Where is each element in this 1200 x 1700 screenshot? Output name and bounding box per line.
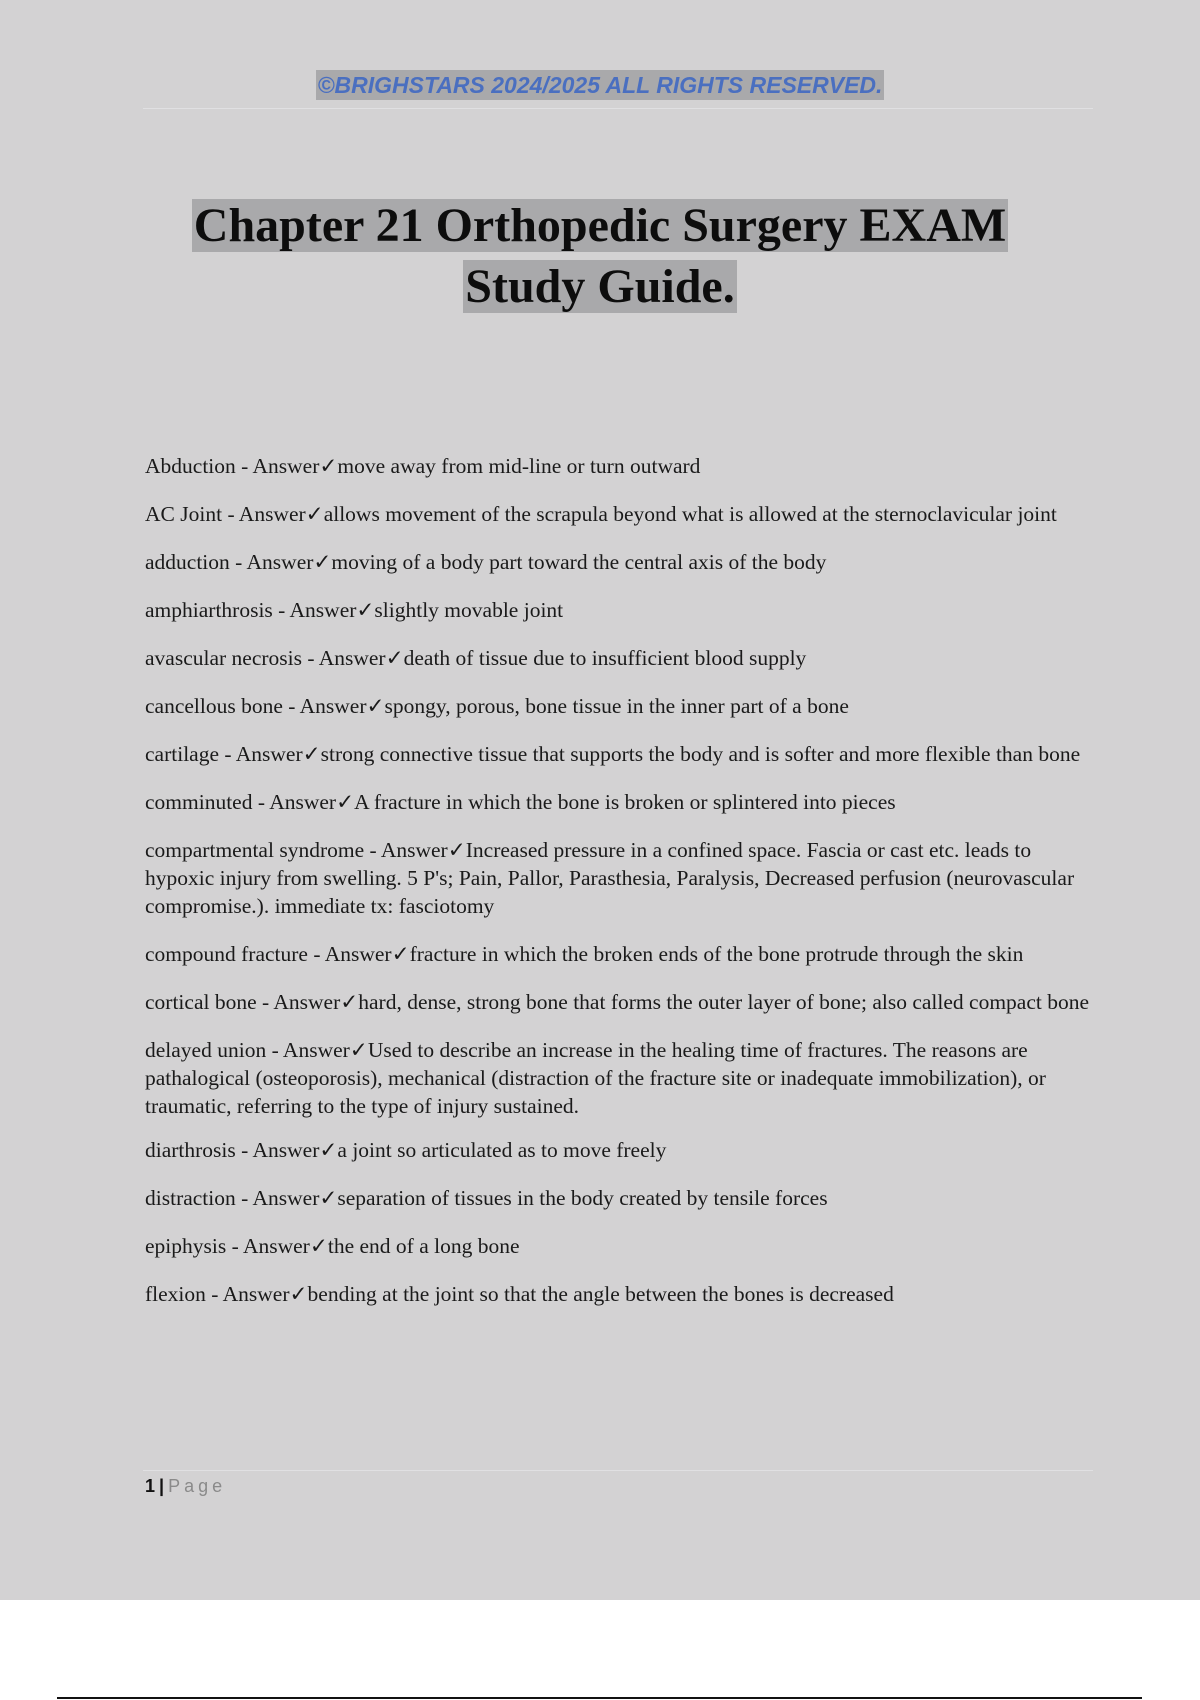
- glossary-entry: [145, 988, 1095, 1016]
- glossary-entry: [145, 788, 1095, 816]
- answer-separator: - Answer✓: [222, 502, 324, 526]
- page-header: [0, 70, 1200, 100]
- answer-separator: - Answer✓: [229, 550, 332, 574]
- entry-term: avascular necrosis: [145, 646, 302, 670]
- answer-separator: - Answer✓: [205, 1282, 308, 1306]
- footer-divider-bar: |: [159, 1476, 165, 1496]
- header-divider: [143, 108, 1093, 109]
- answer-separator: - Answer✓: [252, 790, 355, 814]
- answer-separator: - Answer✓: [226, 1234, 328, 1258]
- glossary-entry: [145, 940, 1095, 968]
- page-number: 1: [145, 1476, 156, 1496]
- glossary-entry: [145, 692, 1095, 720]
- entry-definition: separation of tissues in the body created by tensile forces: [337, 1186, 828, 1210]
- glossary-list: [145, 452, 1095, 1328]
- entry-definition: move away from mid-line or turn outward: [337, 454, 701, 478]
- entry-term: compound fracture: [145, 942, 308, 966]
- title-line-1: Chapter 21 Orthopedic Surgery EXAM: [193, 199, 1007, 252]
- entry-term: cartilage: [145, 742, 220, 766]
- glossary-entry: [145, 452, 1095, 480]
- entry-definition: moving of a body part toward the central axis of the body: [331, 550, 827, 574]
- entry-definition: Used to describe an increase in the healing time of fractures. The reasons are pathalogical (osteoporosis), mechanical (distraction of the fracture site or inadequate immobilization), or traumatic, referring to the type of injury sustained.: [145, 1038, 1046, 1118]
- glossary-entry: [145, 596, 1095, 624]
- entry-definition: fracture in which the broken ends of the bone protrude through the skin: [409, 942, 1024, 966]
- entry-term: delayed union: [145, 1038, 267, 1062]
- glossary-entry: [145, 740, 1095, 768]
- answer-separator: - Answer✓: [282, 694, 385, 718]
- entry-term: cancellous bone: [145, 694, 283, 718]
- entry-term: flexion: [145, 1282, 206, 1306]
- glossary-entry: [145, 500, 1095, 528]
- answer-separator: - Answer✓: [266, 1038, 368, 1062]
- answer-separator: - Answer✓: [235, 454, 338, 478]
- glossary-entry: [145, 1232, 1095, 1260]
- entry-definition: bending at the joint so that the angle between the bones is decreased: [307, 1282, 894, 1306]
- glossary-entry: [145, 548, 1095, 576]
- entry-term: AC Joint: [145, 502, 223, 526]
- entry-term: epiphysis: [145, 1234, 227, 1258]
- entry-definition: slightly movable joint: [374, 598, 564, 622]
- entry-definition: a joint so articulated as to move freely: [337, 1138, 667, 1162]
- entry-term: cortical bone: [145, 990, 257, 1014]
- answer-separator: - Answer✓: [235, 1186, 338, 1210]
- entry-definition: hard, dense, strong bone that forms the outer layer of bone; also called compact bone: [358, 990, 1090, 1014]
- answer-separator: - Answer✓: [302, 646, 404, 670]
- answer-separator: - Answer✓: [235, 1138, 338, 1162]
- bottom-rule: [57, 1697, 1142, 1699]
- entry-definition: A fracture in which the bone is broken or splintered into pieces: [354, 790, 896, 814]
- glossary-entry: [145, 1036, 1095, 1120]
- document-title: [0, 195, 1200, 317]
- footer-divider: [143, 1470, 1093, 1471]
- answer-separator: - Answer✓: [364, 838, 466, 862]
- entry-definition: spongy, porous, bone tissue in the inner part of a bone: [384, 694, 849, 718]
- entry-term: comminuted: [145, 790, 253, 814]
- glossary-entry: [145, 1136, 1095, 1164]
- entry-definition: strong connective tissue that supports the body and is softer and more flexible than bone: [320, 742, 1081, 766]
- entry-term: compartmental syndrome: [145, 838, 365, 862]
- page-footer: [145, 1474, 226, 1498]
- entry-term: amphiarthrosis: [145, 598, 273, 622]
- glossary-entry: [145, 1184, 1095, 1212]
- answer-separator: - Answer✓: [272, 598, 375, 622]
- title-line-2: Study Guide.: [465, 260, 735, 313]
- answer-separator: - Answer✓: [256, 990, 359, 1014]
- entry-definition: Increased pressure in a confined space. Fascia or cast etc. leads to hypoxic injury from swelling. 5 P's; Pain, Pallor, Parasthesia, Paralysis, Decreased perfusion (neurovascular compromise.). immediate tx: fasciotomy: [145, 838, 1075, 918]
- glossary-entry: [145, 644, 1095, 672]
- entry-term: Abduction: [145, 454, 236, 478]
- answer-separator: - Answer✓: [307, 942, 410, 966]
- entry-term: distraction: [145, 1186, 236, 1210]
- glossary-entry: [145, 836, 1095, 920]
- entry-definition: the end of a long bone: [327, 1234, 520, 1258]
- entry-term: adduction: [145, 550, 230, 574]
- entry-term: diarthrosis: [145, 1138, 236, 1162]
- glossary-entry: [145, 1280, 1095, 1308]
- entry-definition: death of tissue due to insufficient blood supply: [403, 646, 807, 670]
- copyright-notice: ©BRIGHSTARS 2024/2025 ALL RIGHTS RESERVED.: [317, 72, 883, 98]
- entry-definition: allows movement of the scrapula beyond what is allowed at the sternoclavicular joint: [323, 502, 1057, 526]
- page-label: Page: [168, 1476, 227, 1496]
- answer-separator: - Answer✓: [219, 742, 321, 766]
